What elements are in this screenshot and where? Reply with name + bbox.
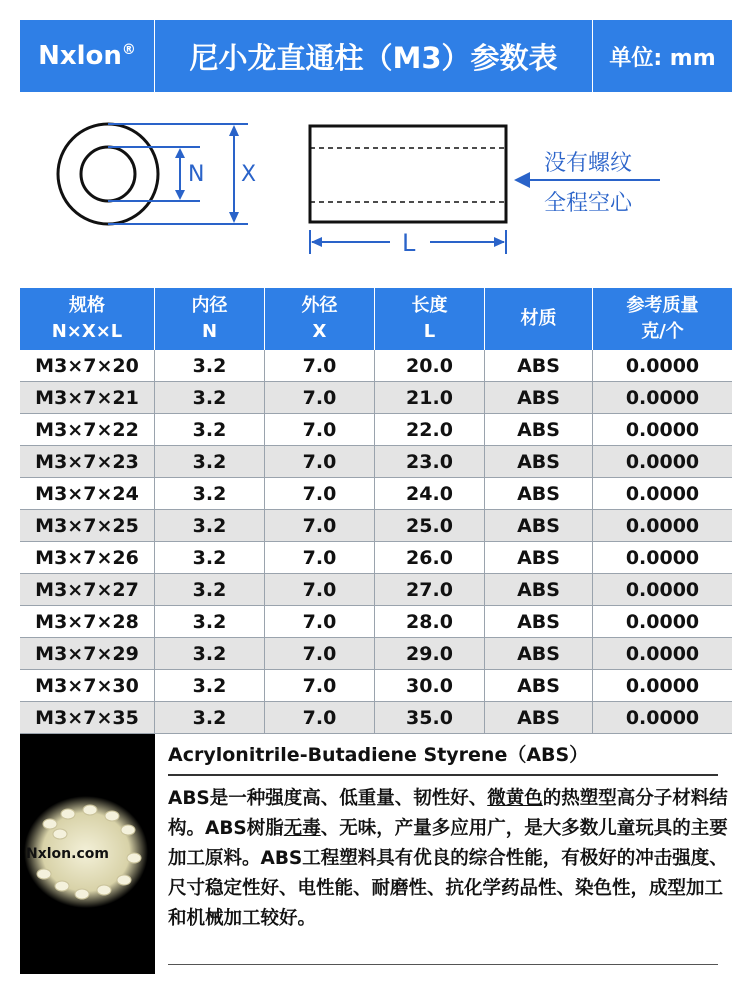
cell-spec: M3×7×27 [20, 574, 155, 605]
cell-spec: M3×7×22 [20, 414, 155, 445]
label-n: N [188, 162, 205, 187]
cell-spec: M3×7×20 [20, 350, 155, 381]
cell-material: ABS [485, 542, 593, 573]
cell-outer: 7.0 [265, 382, 375, 413]
cell-length: 26.0 [375, 542, 485, 573]
table-row [20, 574, 732, 606]
cell-inner: 3.2 [155, 478, 265, 509]
cell-spec: M3×7×28 [20, 606, 155, 637]
cell-outer: 7.0 [265, 414, 375, 445]
x-arrow-up-icon [229, 125, 239, 136]
cell-length: 25.0 [375, 510, 485, 541]
cell-mass: 0.0000 [625, 354, 700, 377]
underlined-nontoxic: 无毒 [283, 818, 321, 839]
table-row [20, 414, 732, 446]
material-info [20, 734, 732, 974]
cell-material: ABS [485, 446, 593, 477]
cell-inner: 3.2 [155, 670, 265, 701]
n-arrow-up-icon [175, 148, 185, 158]
cell-mass: 0.0000 [625, 450, 700, 473]
brand-name: Nxlon [38, 41, 122, 71]
cell-outer: 7.0 [265, 574, 375, 605]
cell-material: ABS [485, 478, 593, 509]
cell-mass: 0.0000 [625, 706, 700, 729]
cell-length: 20.0 [375, 350, 485, 381]
side-view-body [310, 126, 506, 222]
table-header [20, 288, 732, 350]
cell-length: 35.0 [375, 702, 485, 733]
cell-outer: 7.0 [265, 510, 375, 541]
bottom-divider [168, 964, 718, 965]
cell-material: ABS [485, 414, 593, 445]
cell-outer: 7.0 [265, 542, 375, 573]
note-no-thread: 没有螺纹 [544, 151, 633, 176]
table-row [20, 350, 732, 382]
cell-mass: 0.0000 [625, 418, 700, 441]
cell-inner: 3.2 [155, 510, 265, 541]
cell-material: ABS [485, 510, 593, 541]
header-inner-diameter: 内径 N [155, 288, 265, 350]
cell-outer: 7.0 [265, 702, 375, 733]
cell-inner: 3.2 [155, 606, 265, 637]
cell-length: 22.0 [375, 414, 485, 445]
cell-outer: 7.0 [265, 446, 375, 477]
table-body [20, 350, 732, 734]
table-row [20, 382, 732, 414]
inner-circle [81, 147, 135, 201]
outer-circle [58, 124, 158, 224]
standoff-diagram [20, 92, 732, 288]
cell-mass: 0.0000 [625, 610, 700, 633]
cell-outer: 7.0 [265, 350, 375, 381]
cell-outer: 7.0 [265, 606, 375, 637]
photo-watermark: Nxlon.com [26, 846, 109, 862]
cell-spec: M3×7×29 [20, 638, 155, 669]
page-title: 尼小龙直通柱（M3）参数表 [155, 20, 593, 92]
registered-mark: ® [121, 42, 136, 58]
cell-material: ABS [485, 574, 593, 605]
cell-mass: 0.0000 [625, 578, 700, 601]
title-underline [168, 774, 718, 776]
header-material: 材质 [485, 288, 593, 350]
cell-outer: 7.0 [265, 638, 375, 669]
header-length: 长度 L [375, 288, 485, 350]
cell-inner: 3.2 [155, 638, 265, 669]
unit-label: 单位: mm [609, 45, 716, 71]
cell-material: ABS [485, 606, 593, 637]
cell-inner: 3.2 [155, 382, 265, 413]
cell-length: 30.0 [375, 670, 485, 701]
table-row [20, 446, 732, 478]
label-l: L [402, 229, 416, 257]
cell-length: 24.0 [375, 478, 485, 509]
cell-inner: 3.2 [155, 702, 265, 733]
cell-spec: M3×7×24 [20, 478, 155, 509]
cell-outer: 7.0 [265, 478, 375, 509]
header-mass: 参考质量 克/个 [626, 295, 699, 342]
brand [20, 20, 155, 92]
cell-spec: M3×7×35 [20, 702, 155, 733]
material-title: Acrylonitrile-Butadiene Styrene（ABS） [168, 744, 589, 766]
cell-material: ABS [485, 638, 593, 669]
cell-inner: 3.2 [155, 350, 265, 381]
l-arrow-right-icon [494, 237, 505, 247]
cell-spec: M3×7×23 [20, 446, 155, 477]
header-bar [20, 20, 732, 92]
cell-inner: 3.2 [155, 542, 265, 573]
x-arrow-down-icon [229, 212, 239, 223]
cell-material: ABS [485, 382, 593, 413]
table-row [20, 478, 732, 510]
abs-pellets-photo [20, 734, 155, 974]
table-row [20, 702, 732, 734]
cell-spec: M3×7×25 [20, 510, 155, 541]
cell-mass: 0.0000 [625, 482, 700, 505]
cell-mass: 0.0000 [625, 386, 700, 409]
cell-inner: 3.2 [155, 446, 265, 477]
cell-inner: 3.2 [155, 574, 265, 605]
table-row [20, 670, 732, 702]
cell-mass: 0.0000 [625, 642, 700, 665]
underlined-yellowish: 微黄色 [487, 788, 543, 809]
table-row [20, 638, 732, 670]
cell-length: 29.0 [375, 638, 485, 669]
cell-mass: 0.0000 [625, 674, 700, 697]
l-arrow-left-icon [311, 237, 322, 247]
cell-mass: 0.0000 [625, 546, 700, 569]
cell-length: 23.0 [375, 446, 485, 477]
pointer-arrow-icon [514, 172, 530, 188]
table-row [20, 542, 732, 574]
cell-length: 27.0 [375, 574, 485, 605]
cell-mass: 0.0000 [625, 514, 700, 537]
table-row [20, 606, 732, 638]
cell-material: ABS [485, 670, 593, 701]
table-row [20, 510, 732, 542]
spec-table [20, 288, 732, 734]
cell-length: 21.0 [375, 382, 485, 413]
cell-inner: 3.2 [155, 414, 265, 445]
header-spec: 规格 N×X×L [20, 288, 155, 350]
cell-spec: M3×7×21 [20, 382, 155, 413]
cell-material: ABS [485, 350, 593, 381]
cell-spec: M3×7×26 [20, 542, 155, 573]
material-description: ABS是一种强度高、低重量、韧性好、微黄色的热塑型高分子材料结构。ABS树脂无毒、无味，产量多应用广，是大多数儿童玩具的主要加工原料。ABS工程塑料具有优良的综合性能，有极好的冲击强度、尺寸稳定性好、电性能、耐磨性、抗化学药品性、染色性，成型加工和机械加工较好。 [168, 788, 728, 929]
cell-outer: 7.0 [265, 670, 375, 701]
cell-material: ABS [485, 702, 593, 733]
header-outer-diameter: 外径 X [265, 288, 375, 350]
note-hollow: 全程空心 [544, 191, 633, 216]
n-arrow-down-icon [175, 190, 185, 200]
cell-length: 28.0 [375, 606, 485, 637]
cell-spec: M3×7×30 [20, 670, 155, 701]
label-x: X [241, 162, 257, 187]
